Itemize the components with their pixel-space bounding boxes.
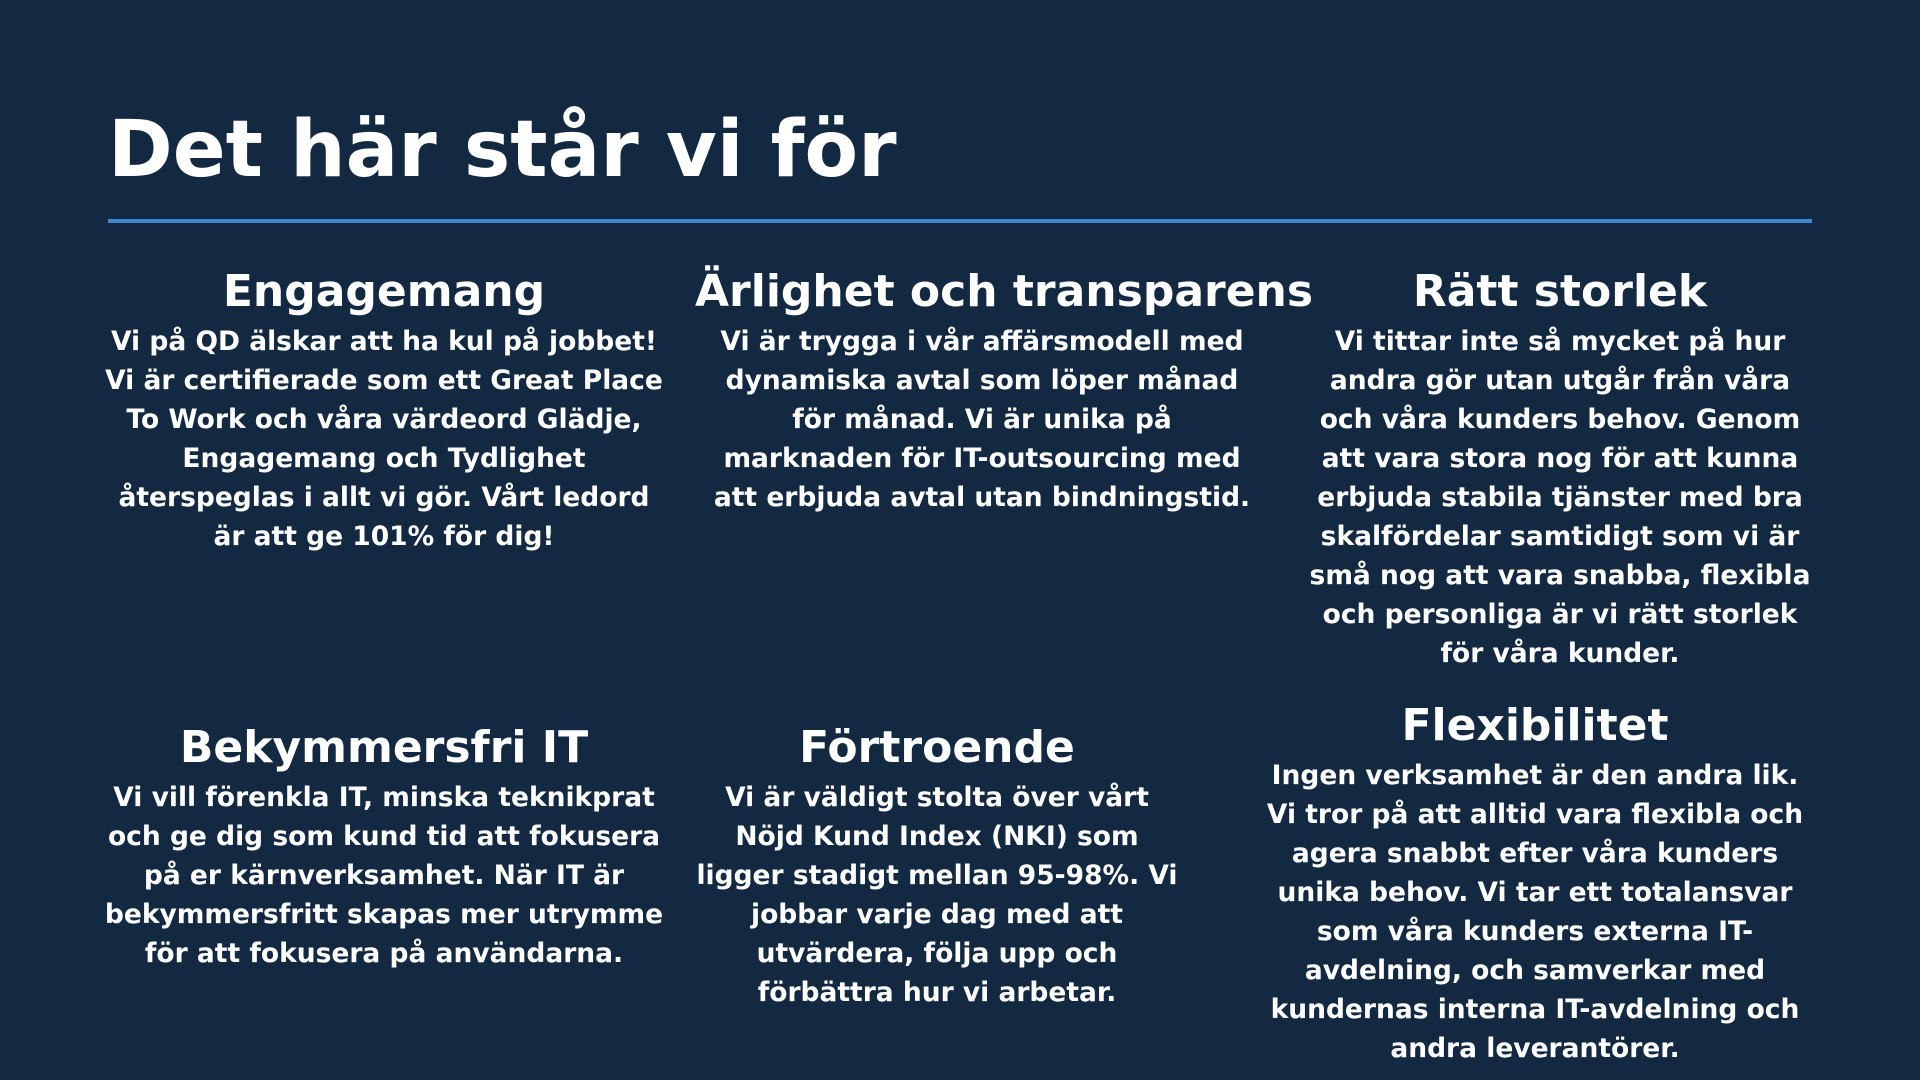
value-heading: Flexibilitet xyxy=(1401,700,1669,751)
value-card-engagemang xyxy=(104,264,664,556)
value-card-ratt-storlek xyxy=(1300,264,1820,673)
title-divider xyxy=(108,219,1812,223)
page-title: Det här står vi för xyxy=(108,105,897,195)
value-card-fortroende xyxy=(690,720,1184,1012)
value-card-arlighet xyxy=(695,264,1314,517)
value-heading: Förtroende xyxy=(799,722,1075,773)
value-description: Vi är väldigt stolta över vårt Nöjd Kund Index (NKI) som ligger stadigt mellan 95-98%. Vi jobbar varje dag med att utvärdera, följa upp och förbättra hur vi arbetar. xyxy=(696,782,1178,1008)
value-heading: Engagemang xyxy=(222,266,546,317)
value-heading: Rätt storlek xyxy=(1412,266,1708,317)
value-card-flexibilitet xyxy=(1265,698,1805,1068)
value-description: Vi vill förenkla IT, minska teknikprat och ge dig som kund tid att fokusera på er kärnverksamhet. När IT är bekymmersfritt skapas mer utrymme för att fokusera på användarna. xyxy=(104,782,664,969)
value-heading: Bekymmersfri IT xyxy=(179,722,589,773)
value-description: Vi tittar inte så mycket på hur andra gör utan utgår från våra och våra kunders behov. Genom att vara stora nog för att kunna erbjuda stabila tjänster med bra skalfördelar samtidigt som vi är små nog att vara snabba, flexibla och personliga är vi rätt storlek för våra kunder. xyxy=(1309,326,1811,669)
value-heading: Ärlighet och transparens xyxy=(695,266,1314,317)
value-description: Ingen verksamhet är den andra lik. Vi tror på att alltid vara flexibla och agera snabbt efter våra kunders unika behov. Vi tar ett totalansvar som våra kunders externa IT-avdelning, och samverkar med kundernas interna IT-avdelning och andra leverantörer. xyxy=(1266,760,1804,1064)
value-card-bekymmersfri-it xyxy=(104,720,664,973)
value-description: Vi på QD älskar att ha kul på jobbet! Vi är certifierade som ett Great Place To Work och våra värdeord Glädje, Engagemang och Tydlighet återspeglas i allt vi gör. Vårt ledord är att ge 101% för dig! xyxy=(105,326,663,552)
value-description: Vi är trygga i vår affärsmodell med dynamiska avtal som löper månad för månad. Vi är unika på marknaden för IT-outsourcing med att erbjuda avtal utan bindningstid. xyxy=(713,326,1251,513)
